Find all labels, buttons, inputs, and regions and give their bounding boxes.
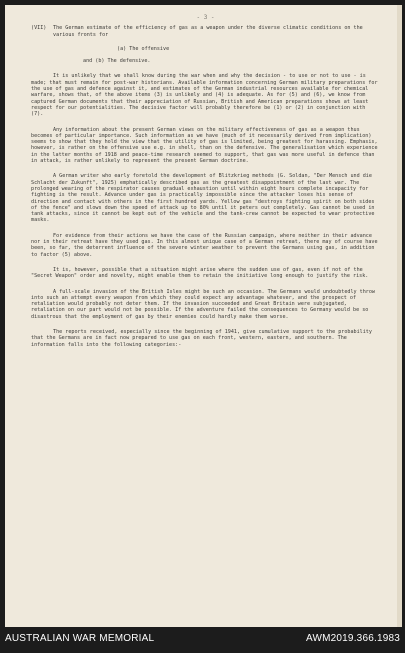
option-a: (a) The offensive [117,45,170,52]
paragraph-6: A full-scale invasion of the British Isles might be such an occasion. The Germans would undoubtedly throw into such an attempt every weapon from which they could expect any advantage whatever, and the prospect of retaliation would probably not deter them. If the invasion succeeded and Great Britain were subjugated, retaliation on our part would not be possible. If the adventure failed the consequences to Germany would be so disastrous that the employment of gas by their enemies could hardly make them worse. [31,288,376,320]
paragraph-7: The reports received, especially since the beginning of 1941, give cumulative support to the probability that the Germans are in fact now prepared to use gas on each front, western, eastern, and southern. The information falls into the following categories:- [31,328,372,348]
section-number: (VII) [31,25,47,32]
archive-reference: AWM2019.366.1983 [305,633,400,644]
paragraph-3: A German writer who early foretold the development of Blitzkrieg methods (G. Soldan, "Der Mensch und die Schlacht der Zukunft", 1925) emphatically described gas as the greatest disappointment of the last war. The prolonged wearing of the respirator causes gradual exhaustion until within eight hours complete incapacity for fighting is the result. Advance under gas is practically impossible since the attacker loses his sense of direction and contact with others in the first hundred yards. Yellow gas "destroys fighting spirit on both sides of the fence" and slows down the speed of attack up to 80% until it peters out completely. Gas cannot be used in tank attacks, since it cannot be kept out of the vehicle and the tank-crew cannot be expected to wear protective masks. [31,173,375,224]
document-page [5,5,402,627]
section-heading-text: The German estimate of the efficiency of gas as a weapon under the diverse climatic conditions on the various fronts for [53,25,363,38]
option-b: and (b) The defensive. [83,58,151,65]
paragraph-4: For evidence from their actions we have the case of the Russian campaign, where neither in their advance nor in their retreat have they used gas. In this almost unique case of a German retreat, there may of course have been, so far, the deterrent influence of the severe winter weather to prevent the Germans using gas, in addition to factor (5) above. [31,232,378,258]
archive-name: AUSTRALIAN WAR MEMORIAL [5,633,155,644]
page-edge-shading [397,5,402,627]
paragraph-1: It is unlikely that we shall know during the war when and why the decision - to use or not to use - is made; that must remain for post-war historians. Available information concerning German military preparations for the use of gas and defence against it, and estimates of the German industrial resources available for chemical warfare, shows that, of the above items (3) is unlikely and (4) is adequate. As for (5) and (6), we know from captured German documents that their appreciation of Russian, British and American preparations shows at least respect for our potentialities. The decisive factor will probably therefore be (1) or (2) in conjunction with (7). [31,73,378,118]
paragraph-2: Any information about the present German views on the military effectiveness of gas as a weapon thus becomes of particular importance. Such information as we have (much of it necessarily derived from implication) seems to show that they hold the view that the utility of gas is limited, being greatest for harassing. Emphasis, however, is rather on the offensive use e.g. in shell, than on the defensive. The generalisation which experience in the latter months of 1918 and peace-time research seemed to support, that gas was more useful in defence than in attack, is rather unlikely to represent the present German doctrine. [31,126,378,165]
paragraph-5: It is, however, possible that a situation might arise where the sudden use of gas, even if not of the "Secret Weapon" order and novelty, might enable them to retain the initiative long enough to justify the risk. [31,266,369,280]
section-heading [31,25,380,38]
page-number: - 3 - [196,14,215,21]
